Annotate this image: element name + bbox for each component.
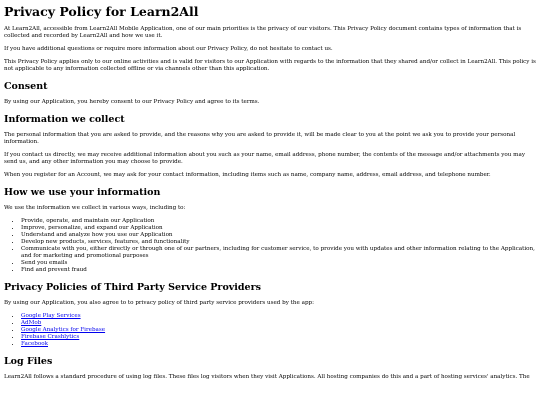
log-files-text: Learn2All follows a standard procedure of using log files. These files log visitors when they visit Applications. All hosting companies do this and a part of hosting services' analytics. The [4, 374, 530, 380]
use-information-list [4, 218, 536, 274]
intro-paragraph-2: If you have additional questions or require more information about our Privacy Policy, do not hesitate to contact us. [4, 46, 333, 52]
information-collect-paragraph-1: The personal information that you are asked to provide, and the reasons why you are asked to provide it, will be made clear to you at the point we ask you to provide your personal information. [4, 132, 516, 145]
information-collect-heading: Information we collect [4, 114, 125, 125]
list-item: • Send you emails [21, 260, 536, 267]
third-party-links-list [4, 313, 536, 348]
third-party-intro: By using our Application, you also agree to to privacy policy of third party service providers used by the app: [4, 300, 314, 306]
use-information-heading: How we use your information [4, 187, 161, 198]
consent-heading: Consent [4, 81, 48, 92]
list-item [21, 327, 536, 334]
list-item [21, 341, 536, 348]
use-information-intro: We use the information we collect in various ways, including to: [4, 205, 186, 211]
list-item [21, 313, 536, 320]
page-title: Privacy Policy for Learn2All [4, 4, 199, 19]
third-party-heading: Privacy Policies of Third Party Service Providers [4, 282, 261, 293]
list-item: • Communicate with you, either directly or through one of our partners, including for customer service, to provide you with updates and other information relating to the Application, and for marketing and promotional purposes [21, 246, 536, 260]
list-item: • Find and prevent fraud [21, 267, 536, 274]
list-item: • Understand and analyze how you use our Application [21, 232, 536, 239]
intro-paragraph-3: This Privacy Policy applies only to our online activities and is valid for visitors to our Application with regards to the information that they shared and/or collect in Learn2All. This policy is not applicable to any information collected offline or via channels other than this application. [4, 59, 536, 72]
facebook-link[interactable]: Facebook [21, 341, 48, 347]
list-item: • Improve, personalize, and expand our Application [21, 225, 536, 232]
log-files-heading: Log Files [4, 356, 53, 367]
list-item [21, 320, 536, 327]
admob-link[interactable]: AdMob [21, 320, 42, 326]
firebase-crashlytics-link[interactable]: Firebase Crashlytics [21, 334, 80, 340]
list-item [21, 334, 536, 341]
information-collect-paragraph-3: When you register for an Account, we may ask for your contact information, including items such as name, company name, address, email address, and telephone number. [4, 172, 491, 178]
consent-text: By using our Application, you hereby consent to our Privacy Policy and agree to its terms. [4, 99, 260, 105]
google-play-services-link[interactable]: Google Play Services [21, 313, 81, 319]
information-collect-paragraph-2: If you contact us directly, we may receive additional information about you such as your name, email address, phone number, the contents of the message and/or attachments you may send us, and any other information you may choose to provide. [4, 152, 525, 165]
intro-paragraph-1: At Learn2All, accessible from Learn2All Mobile Application, one of our main priorities is the privacy of our visitors. This Privacy Policy document contains types of information that is collected and recorded by Learn2All and how we use it. [4, 26, 522, 39]
google-analytics-firebase-link[interactable]: Google Analytics for Firebase [21, 327, 106, 333]
list-item: • Develop new products, services, features, and functionality [21, 239, 536, 246]
list-item: • Provide, operate, and maintain our Application [21, 218, 536, 225]
